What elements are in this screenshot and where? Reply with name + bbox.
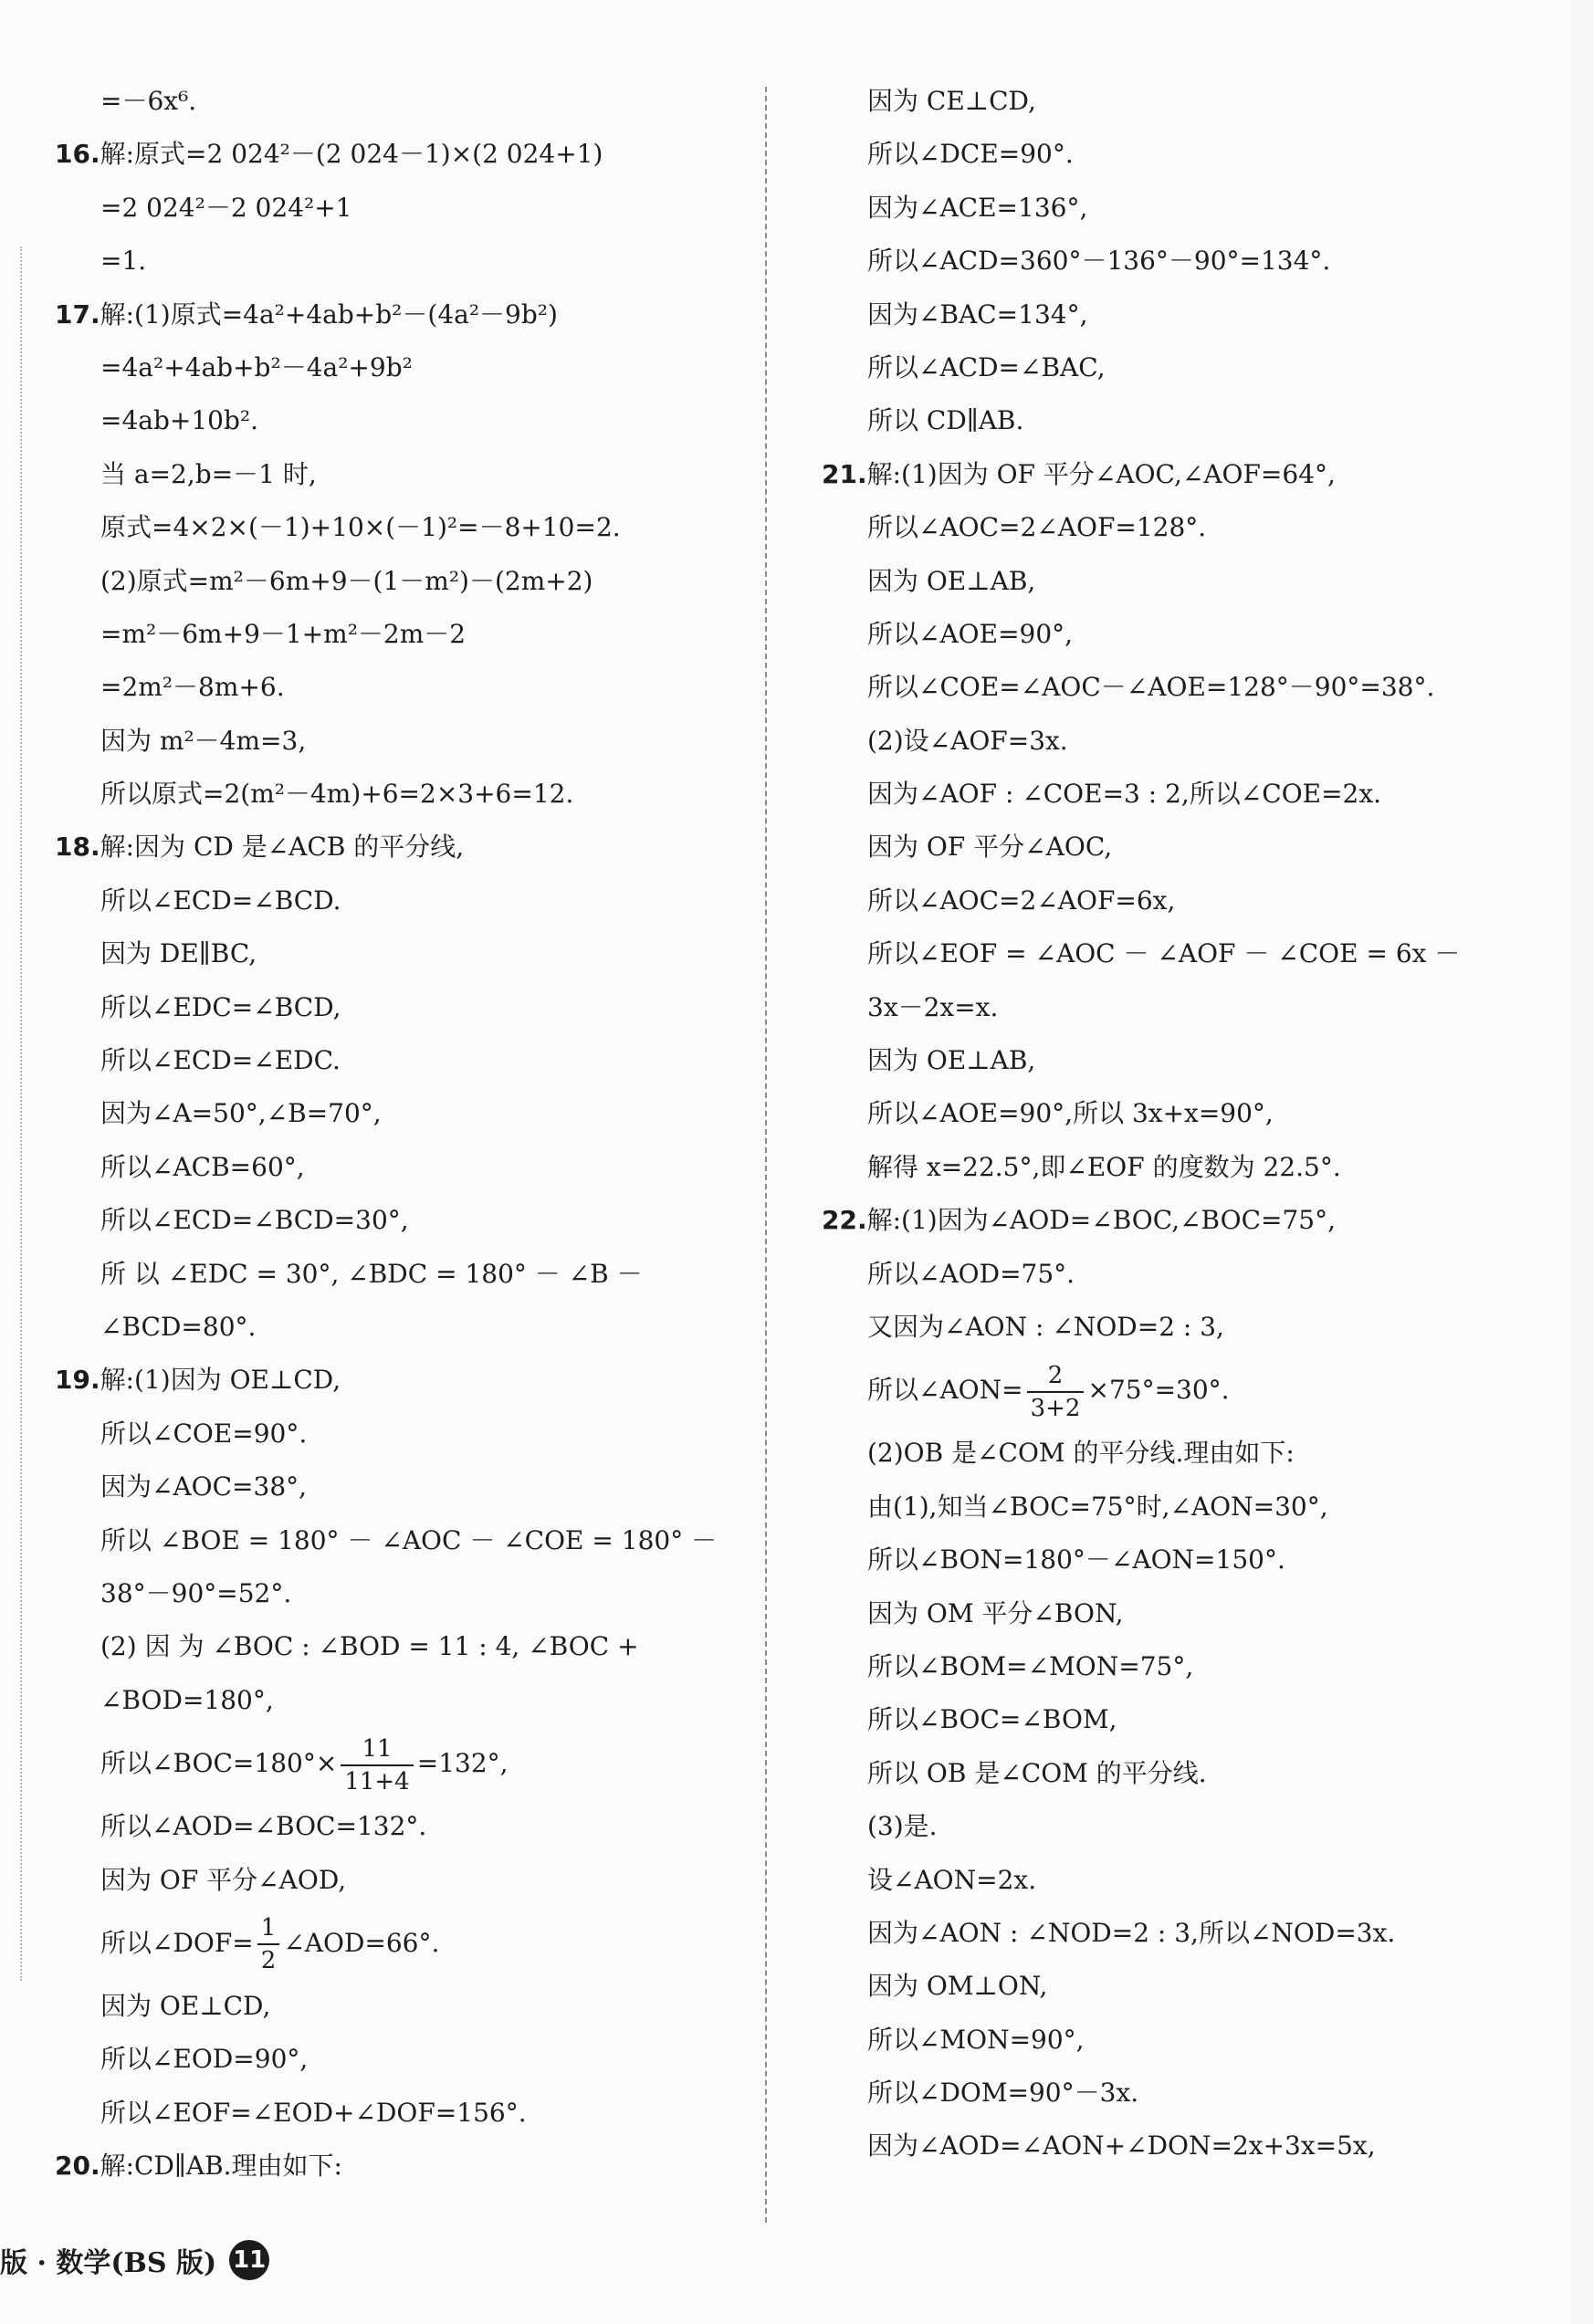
left-line	[55, 341, 749, 394]
right-line	[822, 341, 1525, 394]
left-line	[55, 1907, 749, 1980]
right-line	[822, 75, 1525, 128]
problem-number: 17.	[55, 298, 100, 330]
left-line	[55, 288, 749, 341]
line-text: 3x－2x=x.	[867, 991, 999, 1022]
line-text: 当 a=2,b=－1 时,	[100, 458, 317, 489]
left-line	[55, 501, 749, 554]
right-line	[822, 1747, 1525, 1800]
right-line	[822, 1960, 1525, 2013]
problem-number: 21.	[822, 458, 867, 489]
binding-edge-dots	[20, 246, 22, 1981]
left-line	[55, 128, 749, 181]
line-text: 解:(1)因为 OF 平分∠AOC,∠AOF=64°,	[866, 458, 1336, 489]
left-line	[55, 1034, 749, 1087]
right-line	[822, 2014, 1525, 2067]
right-line	[822, 2120, 1525, 2172]
line-text: 所以 OB 是∠COM 的平分线.	[867, 1757, 1207, 1788]
line-text: 因为 OM 平分∠BON,	[867, 1597, 1124, 1628]
line-text: 解:因为 CD 是∠ACB 的平分线,	[100, 832, 465, 863]
left-line	[55, 1248, 749, 1301]
fraction-numerator: 2	[1027, 1360, 1085, 1393]
line-text: 所以∠EDC=∠BCD,	[100, 991, 341, 1022]
right-line	[822, 448, 1525, 501]
line-text: 因为 OM⊥ON,	[867, 1971, 1048, 2002]
right-column	[822, 75, 1525, 2173]
line-text: 所以∠BOC=180°×	[100, 1748, 338, 1779]
line-text: 所以∠BON=180°－∠AON=150°.	[867, 1544, 1285, 1576]
problem-number: 18.	[55, 832, 100, 863]
line-text: 所以∠EOF = ∠AOC － ∠AOF － ∠COE = 6x －	[867, 938, 1461, 969]
right-line	[822, 235, 1525, 288]
line-text: 因为∠BAC=134°,	[867, 298, 1088, 330]
right-line	[822, 927, 1525, 980]
line-text: 因为∠AOF : ∠COE=3 : 2,所以∠COE=2x.	[867, 779, 1382, 810]
line-text: 解:原式=2 024²－(2 024－1)×(2 024+1)	[100, 139, 603, 170]
line-text: 因为∠ACE=136°,	[867, 192, 1088, 223]
line-text: 因为 DE∥BC,	[100, 938, 257, 969]
right-line	[822, 1800, 1525, 1853]
line-text: (3)是.	[867, 1811, 938, 1842]
left-line	[55, 1087, 749, 1140]
right-line	[822, 394, 1525, 447]
line-text: 因为 OE⊥AB,	[867, 1045, 1036, 1076]
line-text: 所以原式=2(m²－4m)+6=2×3+6=12.	[100, 779, 574, 810]
line-text: =4a²+4ab+b²－4a²+9b²	[100, 351, 413, 382]
line-text: 所以∠MON=90°,	[867, 2024, 1085, 2055]
line-text: 解:(1)因为∠AOD=∠BOC,∠BOC=75°,	[866, 1205, 1337, 1236]
right-line	[822, 1693, 1525, 1746]
right-line	[822, 1854, 1525, 1907]
line-text: 因为 m²－4m=3,	[100, 725, 307, 756]
right-line	[822, 608, 1525, 661]
line-text: 所以∠ACD=∠BAC,	[867, 351, 1106, 382]
left-line	[55, 1800, 749, 1853]
right-line	[822, 1481, 1525, 1534]
right-line	[822, 1907, 1525, 1960]
line-text: 所以 CD∥AB.	[867, 405, 1024, 436]
line-text: 解:CD∥AB.理由如下:	[100, 2151, 342, 2182]
left-column	[55, 75, 749, 2193]
fraction	[341, 1733, 413, 1797]
problem-number: 19.	[55, 1365, 100, 1396]
fraction-denominator: 2	[260, 1947, 277, 1975]
right-line	[822, 1301, 1525, 1354]
left-line	[55, 821, 749, 874]
line-text: 原式=4×2×(－1)+10×(－1)²=－8+10=2.	[100, 512, 621, 543]
left-line	[55, 1301, 749, 1354]
left-line	[55, 715, 749, 768]
line-text: =－6x⁶.	[100, 86, 197, 116]
left-line	[55, 661, 749, 714]
right-line	[822, 1427, 1525, 1480]
left-line	[55, 2087, 749, 2140]
line-text: 所以∠EOF=∠EOD+∠DOF=156°.	[100, 2097, 527, 2128]
left-line	[55, 1727, 749, 1800]
fraction	[257, 1912, 280, 1976]
line-text: 因为∠A=50°,∠B=70°,	[100, 1098, 382, 1129]
line-text: (2) 因 为 ∠BOC : ∠BOD = 11 : 4, ∠BOC +	[100, 1631, 639, 1662]
right-line	[822, 1640, 1525, 1693]
right-line	[822, 821, 1525, 874]
right-line	[822, 768, 1525, 821]
line-text: 因为∠AOC=38°,	[100, 1471, 308, 1502]
page-number-badge: 11	[229, 2240, 269, 2280]
right-line	[822, 874, 1525, 927]
left-line	[55, 2033, 749, 2086]
left-line	[55, 1980, 749, 2033]
right-line	[822, 1534, 1525, 1586]
left-line	[55, 1408, 749, 1460]
line-text: 因为 CE⊥CD,	[867, 86, 1036, 116]
left-line	[55, 75, 749, 128]
left-line	[55, 608, 749, 661]
line-text: =2 024²－2 024²+1	[100, 192, 352, 223]
fraction-denominator: 3+2	[1030, 1394, 1081, 1422]
right-line	[822, 2067, 1525, 2120]
line-text: 所 以 ∠EDC = 30°, ∠BDC = 180° － ∠B －	[100, 1258, 643, 1289]
left-line	[55, 1354, 749, 1407]
line-text: 因为 OF 平分∠AOD,	[100, 1864, 347, 1895]
line-text: 所以∠AOD=∠BOC=132°.	[100, 1811, 427, 1842]
line-text: 所以∠DOF=	[100, 1927, 254, 1958]
line-text: 又因为∠AON : ∠NOD=2 : 3,	[867, 1311, 1224, 1342]
line-text: 所以∠ECD=∠EDC.	[100, 1045, 341, 1076]
right-line	[822, 1587, 1525, 1640]
line-text: 所以∠AOC=2∠AOF=6x,	[867, 885, 1176, 916]
line-text: 所以∠AOE=90°,所以 3x+x=90°,	[867, 1098, 1274, 1129]
line-text: 所以∠COE=∠AOC－∠AOE=128°－90°=38°.	[867, 672, 1435, 703]
left-line	[55, 394, 749, 447]
right-line	[822, 555, 1525, 608]
fraction-numerator: 11	[341, 1733, 413, 1766]
left-line	[55, 2140, 749, 2193]
right-line	[822, 981, 1525, 1034]
line-text: (2)设∠AOF=3x.	[867, 725, 1068, 756]
line-text: 所以∠AOD=75°.	[867, 1258, 1075, 1289]
left-line	[55, 1460, 749, 1513]
right-line	[822, 501, 1525, 554]
line-text: 因为 OE⊥CD,	[100, 1990, 271, 2021]
left-line	[55, 1141, 749, 1194]
line-text: 所以∠ECD=∠BCD=30°,	[100, 1205, 409, 1236]
line-text: 所以∠AON=	[867, 1375, 1023, 1406]
right-line	[822, 661, 1525, 714]
line-text: 所以∠ECD=∠BCD.	[100, 885, 341, 916]
left-line	[55, 927, 749, 980]
footer-subject: 版 · 数学(BS 版)	[0, 2247, 217, 2279]
page-footer	[0, 2235, 269, 2286]
fraction-numerator: 1	[257, 1912, 280, 1945]
line-text: 因为∠AOD=∠AON+∠DON=2x+3x=5x,	[867, 2130, 1376, 2162]
line-text: ×75°=30°.	[1087, 1375, 1230, 1406]
left-line	[55, 1194, 749, 1247]
line-text: 所以∠AOE=90°,	[867, 618, 1074, 649]
left-line	[55, 1674, 749, 1727]
left-line	[55, 768, 749, 821]
line-text: 所以∠BOM=∠MON=75°,	[867, 1650, 1194, 1681]
line-text: (2)OB 是∠COM 的平分线.理由如下:	[867, 1438, 1295, 1469]
line-text: 所以∠BOC=∠BOM,	[867, 1704, 1117, 1735]
left-line	[55, 1620, 749, 1673]
line-text: 因为 OF 平分∠AOC,	[867, 832, 1113, 863]
left-line	[55, 1854, 749, 1907]
line-text: 解:(1)原式=4a²+4ab+b²－(4a²－9b²)	[100, 298, 558, 330]
left-line	[55, 874, 749, 927]
fraction	[1027, 1360, 1085, 1424]
right-line	[822, 715, 1525, 768]
line-text: 解得 x=22.5°,即∠EOF 的度数为 22.5°.	[867, 1151, 1341, 1182]
line-text: =4ab+10b².	[100, 405, 259, 436]
line-text: ∠BCD=80°.	[100, 1311, 257, 1342]
column-divider	[765, 87, 767, 2223]
right-line	[822, 1248, 1525, 1301]
right-line	[822, 1034, 1525, 1087]
line-text: =1.	[100, 246, 147, 277]
line-text: 所以∠AOC=2∠AOF=128°.	[867, 512, 1207, 543]
right-line	[822, 128, 1525, 181]
line-text: 所以 ∠BOE = 180° － ∠AOC － ∠COE = 180° －	[100, 1524, 718, 1555]
line-text: 因为 OE⊥AB,	[867, 565, 1036, 596]
fraction-denominator: 11+4	[344, 1767, 410, 1795]
left-line	[55, 981, 749, 1034]
problem-number: 20.	[55, 2151, 100, 2182]
line-text: ∠AOD=66°.	[283, 1927, 440, 1958]
line-text: 38°－90°=52°.	[100, 1577, 292, 1608]
line-text: =132°,	[416, 1748, 509, 1779]
left-line	[55, 1514, 749, 1567]
line-text: 设∠AON=2x.	[867, 1864, 1037, 1895]
left-line	[55, 555, 749, 608]
line-text: 所以∠EOD=90°,	[100, 2044, 309, 2075]
right-line	[822, 1141, 1525, 1194]
line-text: 所以∠DOM=90°－3x.	[867, 2078, 1139, 2109]
problem-number: 22.	[822, 1205, 867, 1236]
line-text: 由(1),知当∠BOC=75°时,∠AON=30°,	[867, 1491, 1328, 1522]
line-text: =m²－6m+9－1+m²－2m－2	[100, 618, 467, 649]
right-line	[822, 1354, 1525, 1427]
problem-number: 16.	[55, 139, 100, 170]
left-line	[55, 182, 749, 235]
right-line	[822, 182, 1525, 235]
right-line	[822, 1087, 1525, 1140]
right-line	[822, 1194, 1525, 1247]
line-text: 所以∠DCE=90°.	[867, 139, 1074, 170]
line-text: (2)原式=m²－6m+9－(1－m²)－(2m+2)	[100, 565, 593, 596]
line-text: ∠BOD=180°,	[100, 1684, 274, 1715]
left-line	[55, 1567, 749, 1620]
left-line	[55, 235, 749, 288]
line-text: 所以∠ACB=60°,	[100, 1151, 305, 1182]
line-text: 所以∠ACD=360°－136°－90°=134°.	[867, 246, 1331, 277]
line-text: 所以∠COE=90°.	[100, 1418, 308, 1449]
line-text: 解:(1)因为 OE⊥CD,	[100, 1365, 341, 1396]
left-line	[55, 448, 749, 501]
right-line	[822, 288, 1525, 341]
line-text: 因为∠AON : ∠NOD=2 : 3,所以∠NOD=3x.	[867, 1917, 1396, 1948]
line-text: =2m²－8m+6.	[100, 672, 285, 703]
